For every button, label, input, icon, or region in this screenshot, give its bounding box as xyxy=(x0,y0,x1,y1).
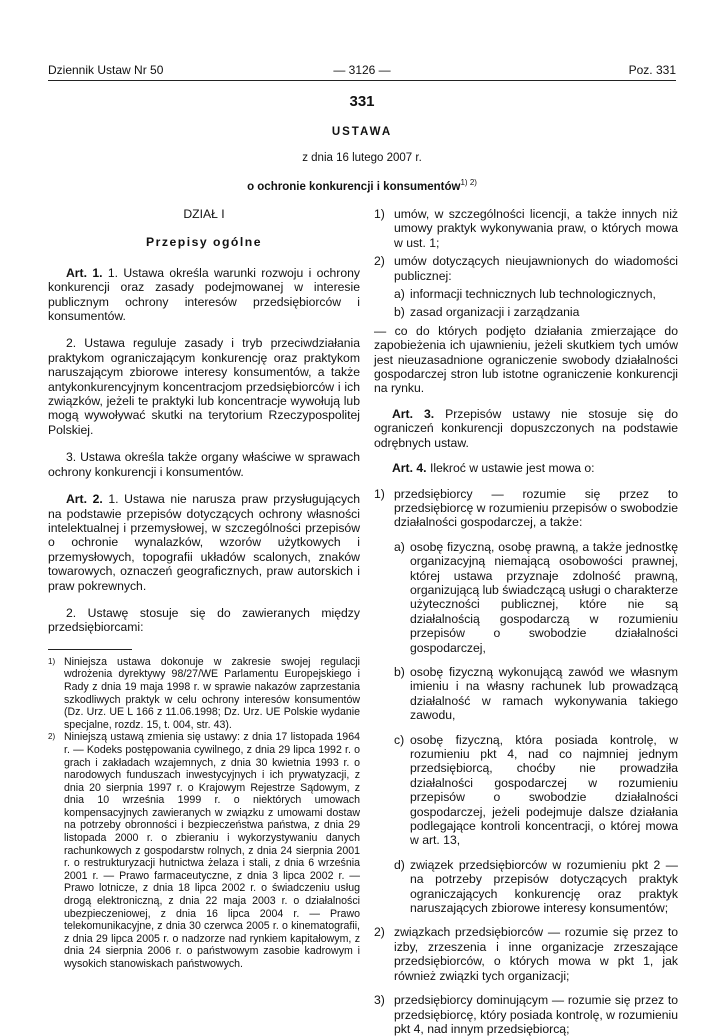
art2-label: Art. 2. xyxy=(66,492,103,507)
list-label: 3) xyxy=(374,993,385,1008)
list-label: a) xyxy=(394,287,405,302)
art3-text: Przepisów ustawy nie stosuje się do ograniczeń konkurencji dopuszczonych na podstawie odrębnych ustaw. xyxy=(374,406,678,450)
art4-text: Ilekroć w ustawie jest mowa o: xyxy=(429,461,595,476)
page-number: — 3126 — xyxy=(333,63,391,77)
list-text: osobę fizyczną, która posiada kontrolę, w rozumieniu pkt 4, nad co najmniej jednym przedsiębiorcą, choćby nie prowadziła działalności gospodarczej w rozumieniu przepisów o swobodzie działalności gospodarczej, jeżeli podejmuje dalsze działania podlegające kontroli koncentracji, o której mowa w art. 13, xyxy=(410,732,678,848)
list-text: związkach przedsiębiorców — rozumie się przez to izby, zrzeszenia i inne organizacje zrzeszające przedsiębiorców, o których mowa w pkt 1, jak również związki tych organizacji; xyxy=(394,925,678,983)
list-item xyxy=(374,207,678,250)
list-label: d) xyxy=(394,857,405,872)
list-item xyxy=(374,993,678,1036)
header-rule xyxy=(48,80,676,81)
journal-name: Dziennik Ustaw Nr 50 xyxy=(48,63,164,77)
act-date: z dnia 16 lutego 2007 r. xyxy=(302,152,422,164)
list-item xyxy=(374,733,678,848)
subject-footnote-refs: 1) 2) xyxy=(460,178,477,187)
list-item xyxy=(374,925,678,983)
art3-label: Art. 3. xyxy=(392,406,435,421)
list-item xyxy=(374,665,678,723)
list-label: b) xyxy=(394,664,405,679)
position-number: Poz. 331 xyxy=(628,63,676,77)
list-label: 2) xyxy=(374,925,385,940)
left-column xyxy=(48,207,360,971)
art1-para3: 3. Ustawa określa także organy właściwe w sprawach ochrony konkurencji i konsumentów. xyxy=(48,450,360,479)
footnote-1 xyxy=(48,656,360,732)
dash-paragraph: — co do których podjęto działania zmierzające do zapobieżenia ich ujawnieniu, jeżeli skutkiem tych umów jest nieuzasadnione ograniczenie swobody działalności gospodarczej stron lub istotne ograniczenie konkurencji na rynku. xyxy=(374,323,678,396)
list-label: c) xyxy=(394,732,405,747)
doc-type: USTAWA xyxy=(331,126,393,138)
footnote-text: Niniejsza ustawa dokonuje w zakresie swojej regulacji wdrożenia dyrektywy 98/27/WE Parlamentu Europejskiego i Rady z dnia 19 maja 1998 r. w sprawie nakazów zaprzestania szkodliwych praktyk w celu ochrony interesów konsumentów (Dz. Urz. UE L 166 z 11.06.1998; Dz. Urz. UE Polskie wydanie specjalne, rozdz. 15, t. 004, str. 43). xyxy=(64,655,360,731)
list-text: umów, w szczególności licencji, a także innych niż umowy praktyk wykonywania praw, o których mowa w ust. 1; xyxy=(394,207,678,250)
list-label: 1) xyxy=(374,486,385,501)
list-text: osobę fizyczną wykonującą zawód we własnym imieniu i na własny rachunek lub prowadzącą działalność w ramach wykonywania takiego zawodu, xyxy=(410,664,678,723)
art2-para1-text: 1. Ustawa nie narusza praw przysługujących na podstawie przepisów dotyczących ochrony własności intelektualnej i przemysłowej, w szczególności przepisów o ochronie wynalazków, wzorów użytkowych i przemysłowych, topografii układów scalonych, znaków towarowych, oznaczeń geograficznych, praw autorskich i praw pokrewnych. xyxy=(48,492,360,593)
section-heading: DZIAŁ I xyxy=(183,207,225,221)
art2-para1 xyxy=(48,492,360,593)
art1-para2: 2. Ustawa reguluje zasady i tryb przeciwdziałania praktykom ograniczającym konkurencję oraz praktykom naruszającym zbiorowe interesy konsumentów, a także antykonkurencyjnym koncentracjom przedsiębiorców i ich związków, jeżeli te praktyki lub koncentracje wywołują lub mogą wywoływać skutki na terytorium Rzeczypospolitej Polskiej. xyxy=(48,336,360,437)
footnote-2 xyxy=(48,731,360,970)
footnote-text: Niniejszą ustawą zmienia się ustawy: z dnia 17 listopada 1964 r. — Kodeks postępowania cywilnego, z dnia 29 lipca 1992 r. o grach i zakładach wzajemnych, z dnia 30 kwietnia 1993 r. o narodowych funduszach inwestycyjnych i ich prywatyzacji, z dnia 20 sierpnia 1997 r. o Krajowym Rejestrze Sądowym, z dnia 10 września 1999 r. o niektórych umowach kompensacyjnych zawieranych w związku z umowami dostaw na potrzeby obronności i bezpieczeństwa państwa, z dnia 29 listopada 2000 r. o zbieraniu i wykorzystywaniu danych rachunkowych z gospodarstw rolnych, z dnia 24 sierpnia 2001 r. o restrukturyzacji hutnictwa żelaza i stali, z dnia 6 września 2001 r. — Prawo farmaceutyczne, z dnia 3 lipca 2002 r. — Prawo lotnicze, z dnia 18 lipca 2002 r. o świadczeniu usług drogą elektroniczną, z dnia 22 maja 2003 r. o działalności ubezpieczeniowej, z dnia 16 lipca 2004 r. — Prawo telekomunikacyjne, z dnia 30 czerwca 2005 r. o kinematografii, z dnia 29 lipca 2005 r. o nadzorze nad rynkiem kapitałowym, z dnia 24 sierpnia 2006 r. o państwowym zasobie kadrowym i wysokich stanowiskach państwowych. xyxy=(64,731,360,970)
art1-label: Art. 1. xyxy=(66,265,103,280)
subject-text: o ochronie konkurencji i konsumentów xyxy=(247,180,461,193)
art1-para1 xyxy=(48,266,360,324)
section-title: Przepisy ogólne xyxy=(146,235,262,250)
art1-para1-text: 1. Ustawa określa warunki rozwoju i ochrony konkurencji oraz zasady podejmowanej w interesie publicznym ochrony interesów przedsiębiorców i konsumentów. xyxy=(48,265,361,324)
art2-para2: 2. Ustawę stosuje się do zawieranych między przedsiębiorcami: xyxy=(48,605,360,635)
list-item xyxy=(374,540,678,655)
list-text: umów dotyczących nieujawnionych do wiadomości publicznej: xyxy=(394,254,678,283)
act-subject xyxy=(0,178,724,193)
list-text: związek przedsiębiorców w rozumieniu pkt 2 — na potrzeby przepisów dotyczących praktyk ograniczających konkurencję oraz praktyk naruszających zbiorowe interesy konsumentów; xyxy=(410,857,678,916)
footnote-label: 1) xyxy=(48,656,56,666)
list-item xyxy=(374,858,678,916)
list-item xyxy=(374,254,678,283)
list-label: 1) xyxy=(374,207,385,221)
list-text: informacji technicznych lub technologicznych, xyxy=(410,287,656,302)
list-label: a) xyxy=(394,539,405,554)
footnote-label: 2) xyxy=(48,732,56,742)
list-label: 2) xyxy=(374,254,385,269)
list-text: osobę fizyczną, osobę prawną, a także jednostkę organizacyjną niemającą osobowości prawnej, której ustawa przyznaje zdolność prawną, organizującą lub świadczącą usługi o charakterze użyteczności publicznej, które nie są działalnością gospodarczą w rozumieniu przepisów o swobodzie działalności gospodarczej, xyxy=(410,539,678,655)
list-text: zasad organizacji i zarządzania xyxy=(410,305,580,320)
list-item xyxy=(374,487,678,530)
art4-label: Art. 4. xyxy=(392,461,427,476)
footnote-rule xyxy=(48,649,132,650)
art4-para xyxy=(374,461,678,475)
act-number: 331 xyxy=(349,93,375,110)
list-item xyxy=(374,287,678,301)
list-text: przedsiębiorcy dominującym — rozumie się przez to przedsiębiorcę, który posiada kontrolę, w rozumieniu pkt 4, nad innym przedsiębiorcą; xyxy=(394,993,678,1036)
right-column xyxy=(374,207,678,1036)
list-text: przedsiębiorcy — rozumie się przez to przedsiębiorcę w rozumieniu przepisów o swobodzie działalności gospodarczej, a także: xyxy=(394,486,678,530)
list-item xyxy=(374,305,678,319)
list-label: b) xyxy=(394,305,405,320)
art3-para xyxy=(374,407,678,450)
